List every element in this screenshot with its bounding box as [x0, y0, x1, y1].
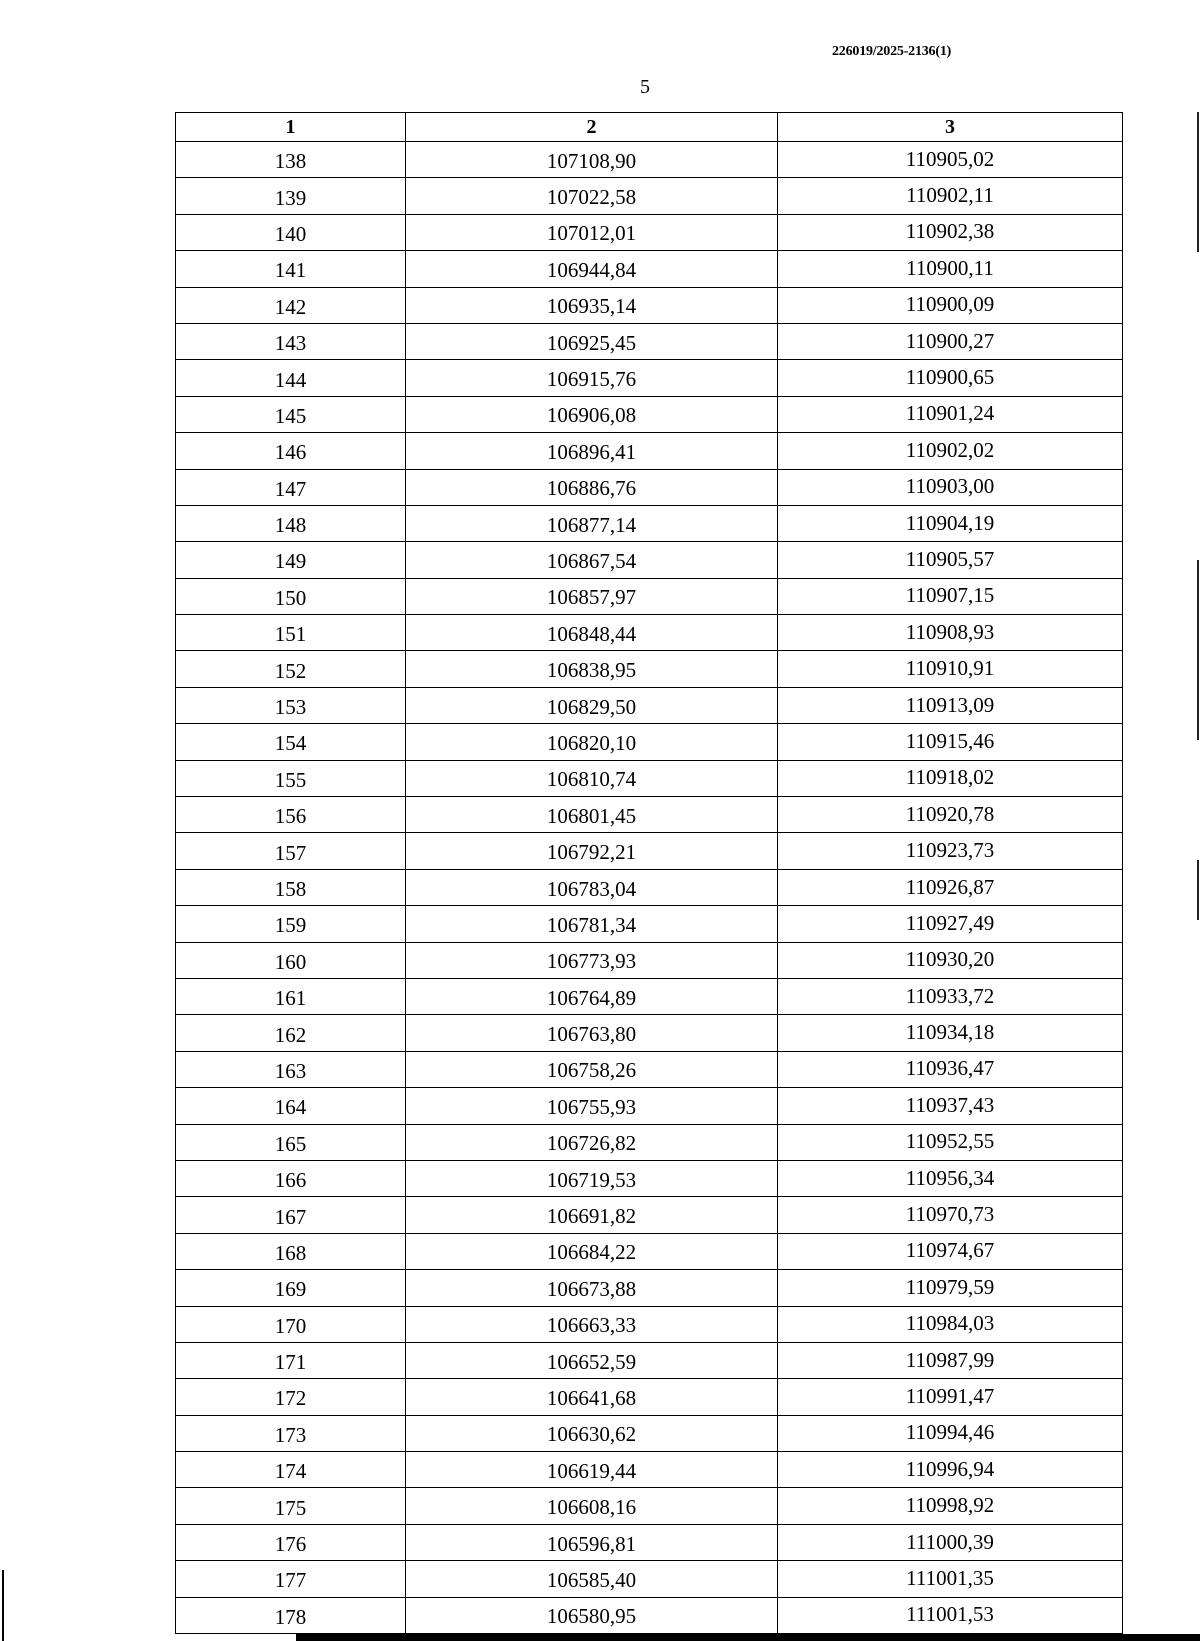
scan-edge-line [1197, 860, 1199, 920]
table-cell-col3: 110913,09 [778, 687, 1123, 723]
table-row [176, 433, 1123, 469]
table-cell-col1: 143 [176, 323, 406, 359]
table-cell-col1: 153 [176, 687, 406, 723]
table-cell-col1: 138 [176, 142, 406, 178]
table-row [176, 1342, 1123, 1378]
table-cell-col1: 173 [176, 1415, 406, 1451]
table-cell-col3: 110984,03 [778, 1306, 1123, 1342]
table-cell-col2: 106764,89 [406, 978, 778, 1014]
table-cell-col2: 106820,10 [406, 724, 778, 760]
page-number: 5 [640, 76, 650, 98]
table-cell-col3: 110905,57 [778, 542, 1123, 578]
table-row [176, 1197, 1123, 1233]
table-row [176, 1561, 1123, 1597]
table-cell-col2: 106684,22 [406, 1233, 778, 1269]
table-cell-col3: 110900,09 [778, 287, 1123, 323]
table-cell-col2: 106641,68 [406, 1379, 778, 1415]
table-cell-col3: 110908,93 [778, 615, 1123, 651]
table-cell-col2: 106906,08 [406, 396, 778, 432]
column-header-2: 2 [406, 113, 778, 142]
table-row [176, 1415, 1123, 1451]
table-cell-col3: 110937,43 [778, 1088, 1123, 1124]
table-cell-col2: 106763,80 [406, 1015, 778, 1051]
table-cell-col1: 151 [176, 615, 406, 651]
column-header-3: 3 [778, 113, 1123, 142]
table-row [176, 797, 1123, 833]
table-cell-col2: 106935,14 [406, 287, 778, 323]
table-cell-col1: 139 [176, 178, 406, 214]
table-cell-col1: 166 [176, 1160, 406, 1196]
table-cell-col2: 106608,16 [406, 1488, 778, 1524]
table-row [176, 869, 1123, 905]
column-header-1: 1 [176, 113, 406, 142]
table-cell-col2: 106619,44 [406, 1452, 778, 1488]
table-cell-col2: 106719,53 [406, 1160, 778, 1196]
table-cell-col3: 110979,59 [778, 1270, 1123, 1306]
table-cell-col3: 110901,24 [778, 396, 1123, 432]
table-row [176, 1488, 1123, 1524]
table-row [176, 396, 1123, 432]
table-cell-col3: 110934,18 [778, 1015, 1123, 1051]
table-row [176, 651, 1123, 687]
table-cell-col2: 106838,95 [406, 651, 778, 687]
table-cell-col2: 106652,59 [406, 1342, 778, 1378]
table-cell-col2: 106726,82 [406, 1124, 778, 1160]
table-cell-col1: 176 [176, 1524, 406, 1560]
table-cell-col2: 106829,50 [406, 687, 778, 723]
table-cell-col3: 110974,67 [778, 1233, 1123, 1269]
table-cell-col3: 110900,27 [778, 323, 1123, 359]
table-cell-col1: 156 [176, 797, 406, 833]
table-cell-col1: 145 [176, 396, 406, 432]
table-cell-col2: 106792,21 [406, 833, 778, 869]
table-row [176, 1452, 1123, 1488]
table-cell-col3: 110996,94 [778, 1452, 1123, 1488]
table-row [176, 906, 1123, 942]
table-cell-col3: 110991,47 [778, 1379, 1123, 1415]
table-cell-col3: 111001,35 [778, 1561, 1123, 1597]
table-row [176, 760, 1123, 796]
table-row [176, 1233, 1123, 1269]
table-cell-col3: 110910,91 [778, 651, 1123, 687]
table-cell-col2: 106810,74 [406, 760, 778, 796]
table-cell-col1: 141 [176, 251, 406, 287]
table-row [176, 1051, 1123, 1087]
table-cell-col3: 110952,55 [778, 1124, 1123, 1160]
table-cell-col2: 106691,82 [406, 1197, 778, 1233]
table-cell-col2: 106877,14 [406, 505, 778, 541]
table-cell-col3: 110907,15 [778, 578, 1123, 614]
table-row [176, 1160, 1123, 1196]
table-cell-col2: 106781,34 [406, 906, 778, 942]
table-cell-col1: 172 [176, 1379, 406, 1415]
table-row [176, 615, 1123, 651]
table-row [176, 542, 1123, 578]
table-cell-col2: 106896,41 [406, 433, 778, 469]
table-cell-col1: 162 [176, 1015, 406, 1051]
table-cell-col1: 158 [176, 869, 406, 905]
table-row [176, 1124, 1123, 1160]
table-cell-col3: 110905,02 [778, 142, 1123, 178]
table-cell-col3: 110970,73 [778, 1197, 1123, 1233]
document-reference: 226019/2025-2136(1) [832, 44, 952, 59]
table-cell-col2: 107012,01 [406, 214, 778, 250]
scan-edge-line [1197, 112, 1199, 252]
table-row [176, 1597, 1123, 1633]
table-cell-col2: 106925,45 [406, 323, 778, 359]
table-row [176, 251, 1123, 287]
table-cell-col3: 110904,19 [778, 505, 1123, 541]
table-cell-col3: 110903,00 [778, 469, 1123, 505]
table-cell-col1: 157 [176, 833, 406, 869]
scan-edge-line [1197, 560, 1199, 740]
table-row [176, 214, 1123, 250]
table-row [176, 942, 1123, 978]
table-cell-col1: 148 [176, 505, 406, 541]
table-cell-col2: 106886,76 [406, 469, 778, 505]
table-row [176, 323, 1123, 359]
table-cell-col1: 177 [176, 1561, 406, 1597]
table-row [176, 724, 1123, 760]
table-cell-col1: 171 [176, 1342, 406, 1378]
table-cell-col2: 106773,93 [406, 942, 778, 978]
table-cell-col2: 106848,44 [406, 615, 778, 651]
table-cell-col1: 147 [176, 469, 406, 505]
table-cell-col1: 174 [176, 1452, 406, 1488]
table-cell-col2: 106596,81 [406, 1524, 778, 1560]
table-cell-col2: 106673,88 [406, 1270, 778, 1306]
table-cell-col3: 110923,73 [778, 833, 1123, 869]
table-cell-col3: 111001,53 [778, 1597, 1123, 1633]
table-row [176, 178, 1123, 214]
table-row [176, 833, 1123, 869]
table-cell-col2: 106755,93 [406, 1088, 778, 1124]
table-cell-col1: 154 [176, 724, 406, 760]
table-cell-col3: 110994,46 [778, 1415, 1123, 1451]
table-cell-col3: 110927,49 [778, 906, 1123, 942]
table-row [176, 1015, 1123, 1051]
table-cell-col1: 178 [176, 1597, 406, 1633]
table-row [176, 578, 1123, 614]
table-cell-col1: 163 [176, 1051, 406, 1087]
table-cell-col2: 106580,95 [406, 1597, 778, 1633]
table-cell-col1: 155 [176, 760, 406, 796]
table-cell-col3: 110902,02 [778, 433, 1123, 469]
table-cell-col1: 142 [176, 287, 406, 323]
table-cell-col2: 106915,76 [406, 360, 778, 396]
table-cell-col2: 106783,04 [406, 869, 778, 905]
table-cell-col1: 159 [176, 906, 406, 942]
table-row [176, 1088, 1123, 1124]
table-cell-col1: 150 [176, 578, 406, 614]
table-row [176, 505, 1123, 541]
table-row [176, 287, 1123, 323]
table-row [176, 1270, 1123, 1306]
table-cell-col2: 106801,45 [406, 797, 778, 833]
table-cell-col3: 110998,92 [778, 1488, 1123, 1524]
table-cell-col2: 106585,40 [406, 1561, 778, 1597]
table-cell-col1: 167 [176, 1197, 406, 1233]
table-cell-col2: 106663,33 [406, 1306, 778, 1342]
table-cell-col3: 110930,20 [778, 942, 1123, 978]
table-cell-col3: 110902,11 [778, 178, 1123, 214]
table-row [176, 469, 1123, 505]
table-cell-col1: 161 [176, 978, 406, 1014]
scan-mark [2, 1570, 4, 1641]
table-cell-col1: 140 [176, 214, 406, 250]
table-cell-col2: 106758,26 [406, 1051, 778, 1087]
table-header-row [176, 113, 1123, 142]
table-row [176, 687, 1123, 723]
table-row [176, 1306, 1123, 1342]
table-cell-col1: 146 [176, 433, 406, 469]
table-cell-col3: 110926,87 [778, 869, 1123, 905]
bottom-rule [296, 1634, 1200, 1641]
table-cell-col2: 106867,54 [406, 542, 778, 578]
table-body [176, 142, 1123, 1634]
table-cell-col1: 152 [176, 651, 406, 687]
table-cell-col3: 110915,46 [778, 724, 1123, 760]
table-row [176, 1379, 1123, 1415]
table-cell-col1: 175 [176, 1488, 406, 1524]
table-cell-col1: 169 [176, 1270, 406, 1306]
coordinates-table [175, 112, 1123, 1634]
table-cell-col3: 110900,65 [778, 360, 1123, 396]
table-cell-col2: 107022,58 [406, 178, 778, 214]
table-row [176, 978, 1123, 1014]
table-cell-col3: 110933,72 [778, 978, 1123, 1014]
table-cell-col3: 110900,11 [778, 251, 1123, 287]
table-cell-col1: 168 [176, 1233, 406, 1269]
table-cell-col3: 110920,78 [778, 797, 1123, 833]
table-cell-col3: 111000,39 [778, 1524, 1123, 1560]
table-cell-col2: 106857,97 [406, 578, 778, 614]
table-cell-col3: 110956,34 [778, 1160, 1123, 1196]
table-cell-col1: 165 [176, 1124, 406, 1160]
table-cell-col1: 149 [176, 542, 406, 578]
table-cell-col3: 110936,47 [778, 1051, 1123, 1087]
table-cell-col3: 110987,99 [778, 1342, 1123, 1378]
table-cell-col1: 160 [176, 942, 406, 978]
table-cell-col2: 106630,62 [406, 1415, 778, 1451]
table-cell-col3: 110918,02 [778, 760, 1123, 796]
table-row [176, 360, 1123, 396]
table-cell-col2: 107108,90 [406, 142, 778, 178]
table-cell-col1: 170 [176, 1306, 406, 1342]
table-cell-col1: 164 [176, 1088, 406, 1124]
table-cell-col2: 106944,84 [406, 251, 778, 287]
table-row [176, 1524, 1123, 1560]
table-cell-col1: 144 [176, 360, 406, 396]
table-cell-col3: 110902,38 [778, 214, 1123, 250]
table-row [176, 142, 1123, 178]
